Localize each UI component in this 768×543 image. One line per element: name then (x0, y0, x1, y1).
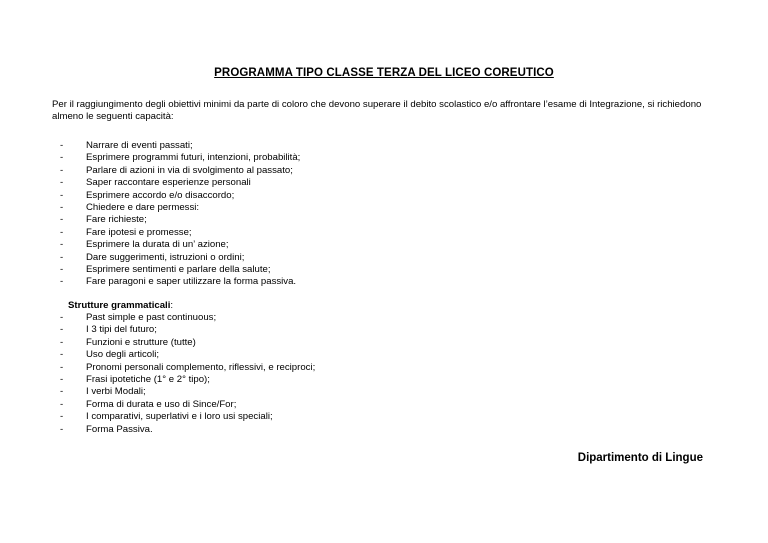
grammar-text: I 3 tipi del futuro; (86, 324, 157, 336)
list-item (60, 152, 300, 164)
list-dash: - (60, 189, 64, 201)
skill-text: Fare ipotesi e promesse; (86, 226, 192, 238)
grammar-text: Uso degli articoli; (86, 349, 160, 361)
intro-paragraph: Per il raggiungimento degli obiettivi minimi da parte di coloro che devono superare il debito scolastico e/o affrontare l’esame di Integrazione, si richiedono almeno le seguenti capacità: (52, 99, 702, 123)
list-dash: - (60, 239, 64, 251)
skill-text: Esprimere programmi futuri, intenzioni, probabilità; (86, 152, 301, 164)
skill-text: Fare paragoni e saper utilizzare la forma passiva. (86, 276, 297, 288)
list-item (60, 214, 300, 226)
grammar-text: Pronomi personali complemento, riflessivi, e reciproci; (86, 361, 316, 373)
list-item (60, 276, 300, 288)
list-dash: - (60, 374, 64, 386)
grammar-heading (68, 300, 173, 312)
grammar-text: Past simple e past continuous; (86, 312, 217, 323)
list-dash: - (60, 264, 64, 276)
list-item (60, 337, 315, 349)
list-dash: - (60, 164, 64, 176)
skill-text: Fare richieste; (86, 214, 147, 226)
list-item (60, 264, 300, 276)
list-dash: - (60, 214, 64, 226)
list-dash: - (60, 312, 64, 323)
list-item (60, 374, 315, 386)
skill-text: Esprimere sentimenti e parlare della salute; (86, 264, 271, 276)
list-item (60, 386, 315, 398)
list-item (60, 349, 315, 361)
list-item (60, 165, 300, 177)
grammar-text: Forma di durata e uso di Since/For; (86, 398, 237, 410)
skill-text: Chiedere e dare permessi: (86, 202, 200, 214)
list-dash: - (60, 349, 64, 361)
list-dash: - (60, 411, 64, 423)
list-item (60, 312, 315, 324)
list-dash: - (60, 276, 64, 288)
list-item (60, 227, 300, 239)
list-dash: - (60, 177, 64, 189)
grammar-heading-colon: : (170, 300, 174, 311)
list-item (60, 424, 315, 436)
grammar-text: Forma Passiva. (86, 423, 153, 435)
grammar-text: I verbi Modali; (86, 386, 146, 398)
list-item (60, 140, 300, 152)
list-dash: - (60, 152, 64, 164)
list-dash: - (60, 386, 64, 398)
list-dash: - (60, 140, 64, 151)
list-item (60, 324, 315, 336)
list-dash: - (60, 324, 64, 336)
grammar-text: Frasi ipotetiche (1° e 2° tipo); (86, 374, 210, 386)
list-item (60, 252, 300, 264)
list-item (60, 239, 300, 251)
list-dash: - (60, 226, 64, 238)
list-dash: - (60, 398, 64, 410)
list-dash: - (60, 202, 64, 214)
skill-text: Parlare di azioni in via di svolgimento al passato; (86, 164, 293, 176)
list-item (60, 362, 315, 374)
list-item (60, 177, 300, 189)
grammar-heading-text: Strutture grammaticali (68, 300, 171, 311)
grammar-text: Funzioni e strutture (tutte) (86, 336, 196, 348)
skills-list (60, 140, 300, 289)
list-item (60, 399, 315, 411)
skill-text: Narrare di eventi passati; (86, 140, 193, 151)
skill-text: Dare suggerimenti, istruzioni o ordini; (86, 251, 245, 263)
list-dash: - (60, 251, 64, 263)
skill-text: Esprimere la durata di un’ azione; (86, 239, 229, 251)
list-dash: - (60, 361, 64, 373)
document-title: PROGRAMMA TIPO CLASSE TERZA DEL LICEO COREUTICO (214, 67, 554, 79)
grammar-text: I comparativi, superlativi e i loro usi speciali; (86, 411, 273, 423)
list-item (60, 190, 300, 202)
skill-text: Esprimere accordo e/o disaccordo; (86, 189, 235, 201)
list-item (60, 411, 315, 423)
department-signature: Dipartimento di Lingue (577, 452, 703, 464)
skill-text: Saper raccontare esperienze personali (86, 177, 251, 189)
list-dash: - (60, 423, 64, 435)
list-dash: - (60, 336, 64, 348)
list-item (60, 202, 300, 214)
grammar-list (60, 312, 315, 436)
